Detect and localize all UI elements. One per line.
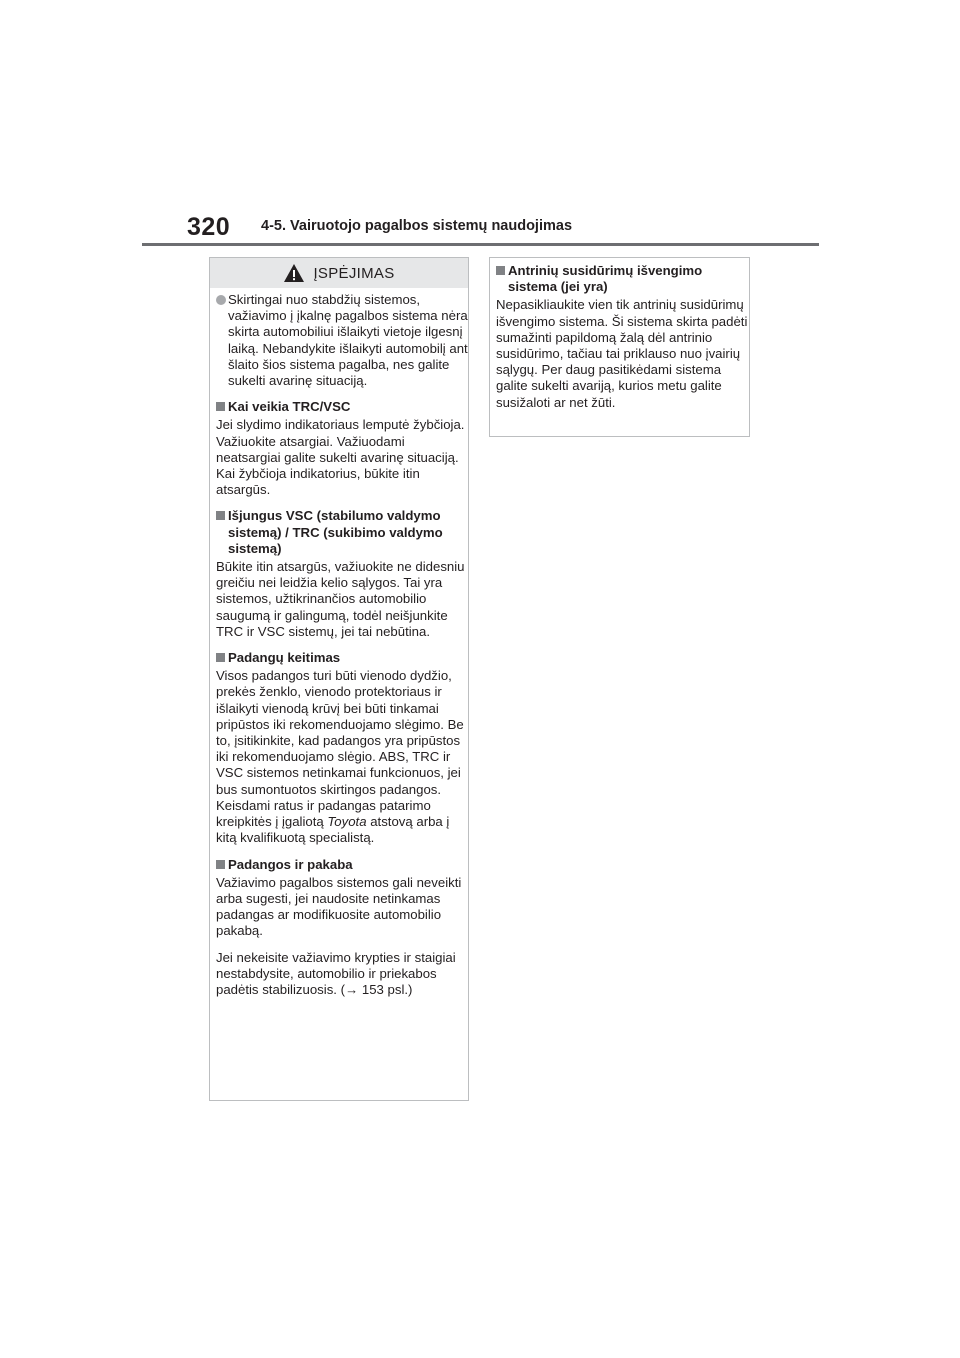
- section-text-tire-change: [216, 668, 468, 846]
- section-text-trc-vsc: Jei slydimo indikatoriaus lemputė žybčioja. Važiuokite atsargiai. Važiuodami neatsargiai galite sukelti avarinę situaciją. Kai žybčioja indikatorius, būkite itin atsargūs.: [216, 417, 465, 498]
- tire-text-after: atstovą arba į kitą kvalifikuotą specialistą.: [216, 814, 450, 846]
- tire-text-before: Visos padangos turi būti vienodo dydžio, prekės ženklo, vienodo protektoriaus ir išlaikyti vienodą krūvį bei būti tinkamai pripūstos iki rekomenduojamo slėgimo. Be to, įsitikinkite, kad padangos yra pripūstos iki rekomenduojamo slėgio. ABS, TRC ir VSC sistemos netinkamai funkcionuos, jei bus sumontuotos skirtingos padangos. Keisdami ratus ir padangas patarimo kreipkitės į įgaliotą: [216, 668, 464, 830]
- square-bullet-icon: [216, 860, 225, 869]
- secondary-collision-body: [490, 258, 749, 411]
- section-text-secondary-collision: Nepasikliaukite vien tik antrinių susidūrimų išvengimo sistema. Ši sistema skirta padėti sumažinti papildomą žalą dėl antrinio susidūrimo, tačiau tai priklauso nuo įvairių sąlygų. Per daug pasitikėdami sistema galite sukelti avariją, kurios metu galite susižaloti ar net žūti.: [496, 297, 748, 410]
- square-bullet-icon: [216, 511, 225, 520]
- section-heading-text: Padangos ir pakaba: [228, 856, 353, 872]
- brand-name: Toyota: [327, 814, 367, 830]
- section-text-vsc-off: Būkite itin atsargūs, važiuokite ne didesniu greičiu nei leidžia kelio sąlygos. Tai yra sistemos, užtikrinančios automobilio saugumą ir galingumą, todėl neišjunkite TRC ir VSC sistemų, jei tai nebūtina.: [216, 559, 465, 639]
- warning-box: [209, 257, 469, 1101]
- bullet-dot-icon: [216, 295, 226, 305]
- warning-bullet: [216, 292, 468, 389]
- square-bullet-icon: [216, 653, 225, 662]
- section-title: 4-5. Vairuotojo pagalbos sistemų naudojimas: [261, 218, 573, 234]
- square-bullet-icon: [216, 402, 225, 411]
- page-number: 320: [187, 213, 231, 241]
- warning-box-header: [210, 258, 468, 288]
- section-heading-secondary-collision: [496, 263, 749, 295]
- section-heading-text: Antrinių susidūrimų išvengimo sistema (jei yra): [508, 263, 703, 295]
- warning-bullet-text: Skirtingai nuo stabdžių sistemos, važiavimo į įkalnę pagalbos sistema nėra skirta automobiliui išlaikyti vietoje ilgesnį laiką. Nebandykite išlaikyti automobilį ant šlaito šios sistema pagalba, nes galite sukelti avarinę situaciją.: [228, 292, 468, 389]
- header-rule: [142, 243, 819, 246]
- warning-triangle-icon: [283, 263, 305, 283]
- section-heading-text: Padangų keitimas: [228, 650, 341, 666]
- section-heading-vsc-off: [216, 508, 468, 557]
- section-text-tires-suspension: Važiavimo pagalbos sistemos gali neveikti arba sugesti, jei naudosite netinkamas padangas ar modifikuosite automobilio pakabą.: [216, 874, 462, 939]
- secondary-collision-box: [489, 257, 750, 437]
- section-heading-tire-change: [216, 650, 468, 666]
- warning-box-body: [210, 288, 468, 998]
- section-heading-text: Išjungus VSC (stabilumo valdymo sistemą) / TRC (sukibimo valdymo sistemą): [228, 508, 443, 556]
- section-heading-tires-suspension: [216, 857, 468, 873]
- square-bullet-icon: [496, 266, 505, 275]
- section-text-trailer: Jei nekeisite važiavimo krypties ir staigiai nestabdysite, automobilio ir priekabos padėtis stabilizuosis. (→ 153 psl.): [216, 949, 456, 997]
- section-heading-text: Kai veikia TRC/VSC: [228, 399, 351, 415]
- warning-title: ĮSPĖJIMAS: [313, 264, 395, 282]
- section-heading-trc-vsc: [216, 399, 468, 415]
